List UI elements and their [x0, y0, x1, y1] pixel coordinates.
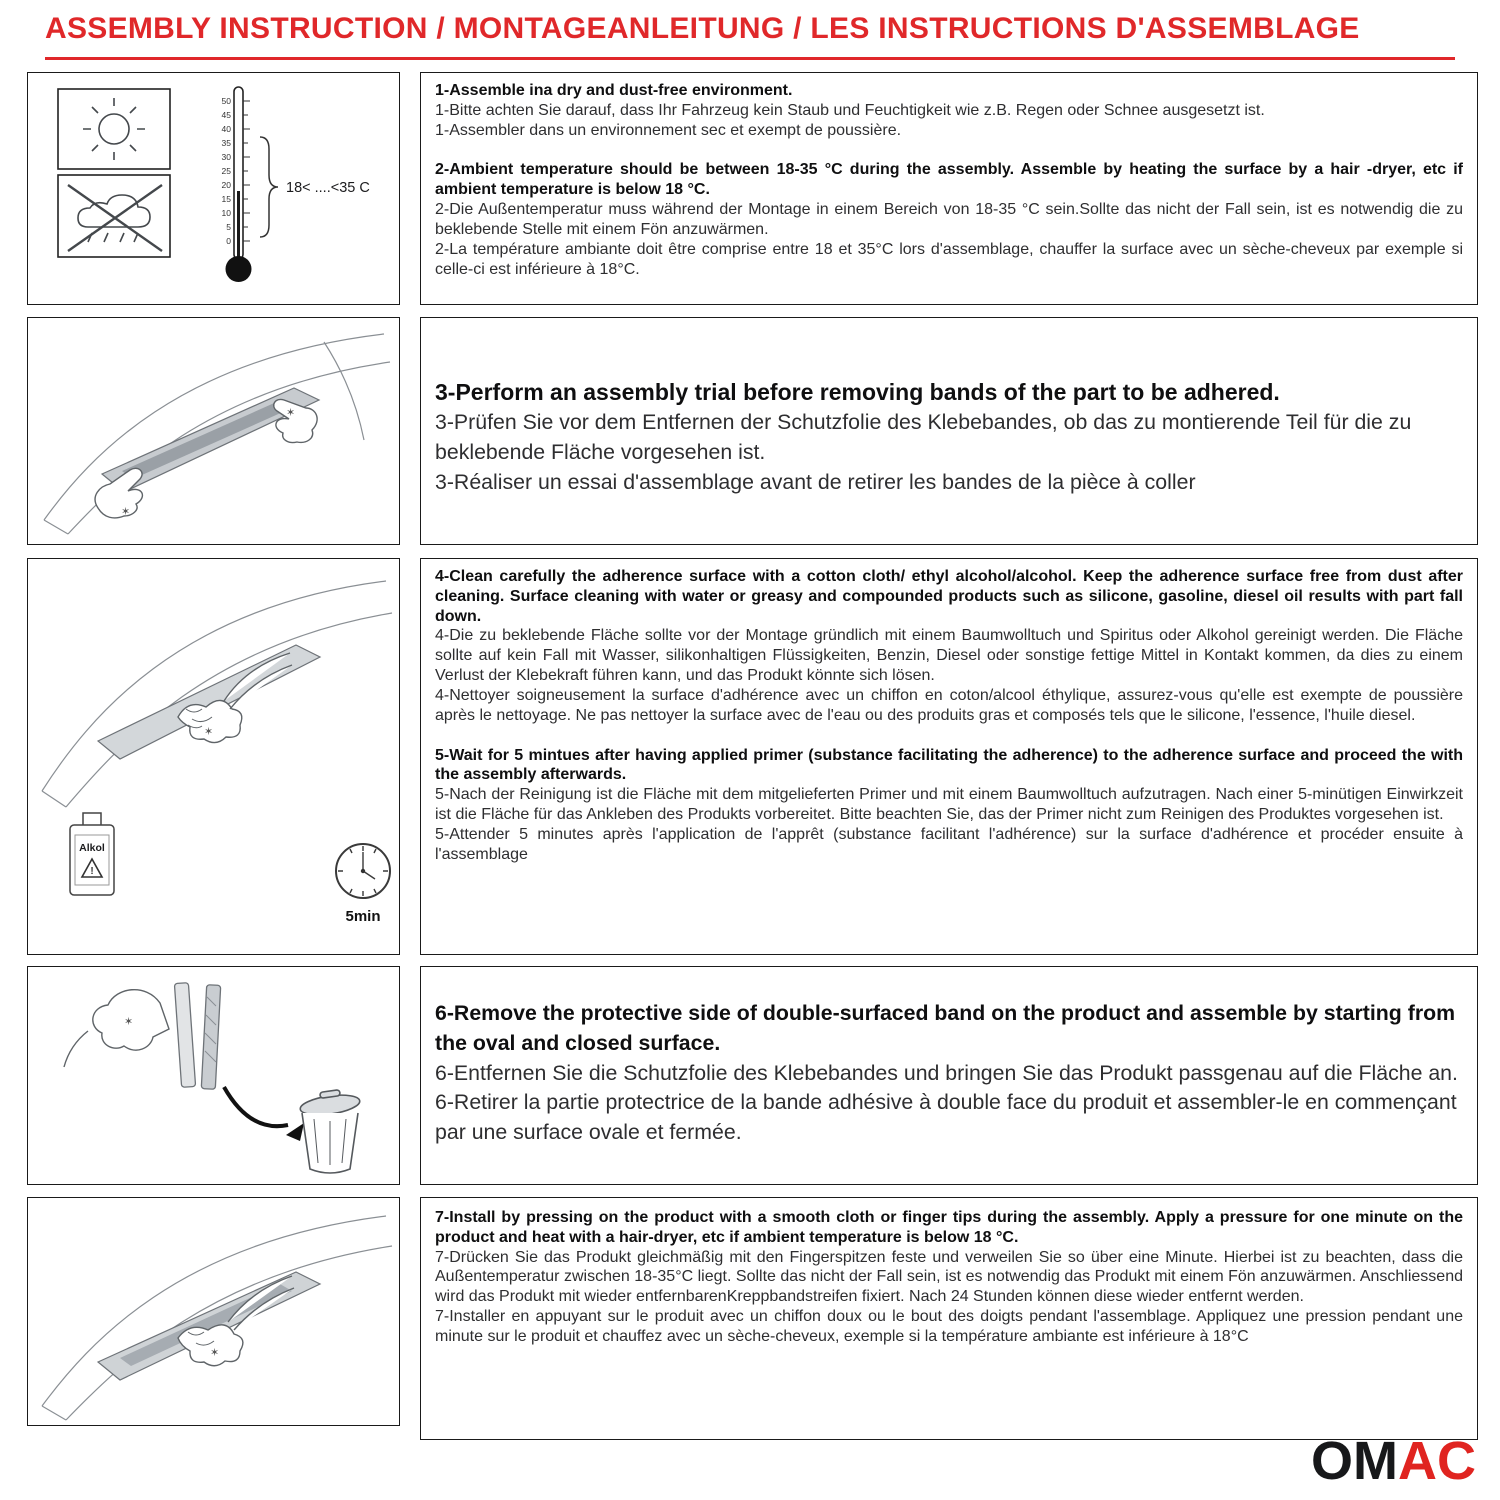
- step-5-fr: 5-Attender 5 minutes après l'application de l'apprêt (substance facilitant l'adhérence) sur la surface d'adhérence et procéder ensuite à l'assemblage: [435, 825, 1463, 863]
- illustration-press-install: [27, 1197, 400, 1426]
- alcohol-bottle-icon: [70, 813, 114, 895]
- remove-band-illustration-svg: [28, 967, 398, 1183]
- instructions-step-4-5: [420, 558, 1478, 955]
- omac-logo: [1311, 1431, 1476, 1491]
- step-5-en: 5-Wait for 5 mintues after having applied primer (substance facilitating the adherence) to the adherence surface and proceed the with the assembly afterwards.: [435, 746, 1463, 784]
- star-mark-icon: ✶: [124, 1016, 134, 1028]
- instructions-step-7: [420, 1197, 1478, 1440]
- illustration-cleaning-primer: [27, 558, 400, 955]
- omac-logo-om: OM: [1311, 1431, 1398, 1491]
- step-1-fr: 1-Assembler dans un environnement sec et exempt de poussière.: [435, 121, 902, 139]
- illustration-environment-temperature: [27, 72, 400, 305]
- instructions-step-1-2: [420, 72, 1478, 305]
- step-6-fr: 6-Retirer la partie protectrice de la bande adhésive à double face du produit et assembler-le en commençant par une surface ovale et fermée.: [435, 1090, 1457, 1145]
- star-mark-icon: ✶: [204, 726, 214, 738]
- illustration-remove-band: [27, 966, 400, 1185]
- star-mark-icon: ✶: [286, 407, 296, 419]
- svg-text:45: 45: [221, 110, 231, 120]
- step-5-de: 5-Nach der Reinigung ist die Fläche mit dem mitgelieferten Primer und mit einem Baumwolltuch aufzutragen. Nach einer 5-minütigen Einwirkzeit ist die Fläche für das Ankleben des Produkts vorbereitet. Bitte beachten Sie, das der Primer nicht zum Reinigen des Produktes vorgesehen ist.: [435, 786, 1463, 824]
- step-4-en: 4-Clean carefully the adherence surface with a cotton cloth/ ethyl alcohol/alcohol. Keep the adherence surface free from dust after cleaning. Surface cleaning with water or greasy and compounded products such as silicone, gasoline, diesel oil results with part fall down.: [435, 568, 1463, 625]
- step-7-de: 7-Drücken Sie das Produkt gleichmäßig mit den Fingerspitzen feste und verweilen Sie so über eine Minute. Hierbei ist zu beachten, dass die Außentemperatur zwischen 18-35°C liegt. Sollte das nicht der Fall sein, ist es notwendig das Produkt mit einem Fön anzuwärmen. Anschliessend wird das Produkt mit wieder entfernbarenKreppbandstreifen fixiert. Nach 24 Stunden können diese wieder entfernt werden.: [435, 1248, 1463, 1306]
- svg-text:25: 25: [221, 166, 231, 176]
- omac-logo-ac: AC: [1398, 1431, 1476, 1491]
- star-mark-icon: ✶: [121, 506, 131, 518]
- paragraph-spacer: [435, 140, 1463, 160]
- svg-text:15: 15: [221, 194, 231, 204]
- star-mark-icon: ✶: [210, 1347, 220, 1359]
- illustration-assembly-trial: [27, 317, 400, 545]
- step-7-en: 7-Install by pressing on the product with a smooth cloth or finger tips during the assembly. Apply a pressure for one minute on the product and heat with a hair-dryer, etc if ambient temperature is below 18 °C.: [435, 1209, 1463, 1246]
- clock-duration-label: 5min: [345, 908, 381, 925]
- svg-text:5: 5: [226, 222, 231, 232]
- svg-text:30: 30: [221, 152, 231, 162]
- door-sill-trim-inner: [122, 400, 294, 479]
- instructions-step-6: [420, 966, 1478, 1185]
- assembly-trial-illustration-svg: [28, 318, 398, 543]
- svg-text:10: 10: [221, 208, 231, 218]
- thermometer-icon: [222, 87, 370, 282]
- arrow-head: [286, 1123, 304, 1141]
- step-4-de: 4-Die zu beklebende Fläche sollte vor der Montage gründlich mit einem Baumwolltuch und Spiritus oder Alkohol gereinigt werden. Die Fläche sollte auf kein Fall mit Wasser, silikonhaltigen Flüssigkeiten, Benzin, Diesel oder sonstige fettige Mittel in Kontakt kommen, da dies zu einem Verlust der Klebekraft führen kann, und das Produkt könnte sich lösen.: [435, 627, 1463, 685]
- svg-text:35: 35: [221, 138, 231, 148]
- clock-icon: [336, 844, 390, 925]
- page-title: ASSEMBLY INSTRUCTION / MONTAGEANLEITUNG / LES INSTRUCTIONS D'ASSEMBLAGE: [45, 12, 1360, 45]
- step-2-de: 2-Die Außentemperatur muss während der Montage in einem Bereich von 18-35 °C sein.Sollte das nicht der Fall sein, ist es notwendig die zu beklebende Stelle mit einem Fön anzuwärmen.: [435, 201, 1463, 238]
- step-6-en: 6-Remove the protective side of double-surfaced band on the product and assemble by starting from the oval and closed surface.: [435, 1001, 1456, 1055]
- step-2-en: 2-Ambient temperature should be between 18-35 °C during the assembly. Assemble by heating the surface by a hair -dryer, etc if ambient temperature is below 18 °C.: [435, 161, 1463, 199]
- svg-text:50: 50: [221, 96, 231, 106]
- temperature-illustration-svg: [28, 73, 398, 303]
- bottle-label: Alkol: [79, 842, 105, 854]
- step-3-de: 3-Prüfen Sie vor dem Entfernen der Schutzfolie des Klebebandes, ob das zu montierende Teil für die zu beklebende Fläche vorgesehen ist.: [435, 410, 1412, 464]
- cleaning-illustration-svg: [28, 559, 398, 953]
- hand-peeling-icon: [64, 990, 169, 1067]
- step-2-fr: 2-La température ambiante doit être comprise entre 18 et 35°C lors d'assemblage, chauffer la surface avec un sèche-cheveux par exemple si celle-ci est inférieure à 18°C.: [435, 240, 1463, 278]
- range-brace: [260, 137, 278, 237]
- title-underline: [45, 57, 1455, 60]
- warning-exclamation: !: [90, 866, 94, 877]
- temperature-range-label: 18< ....<35 C: [286, 180, 370, 196]
- step-3-en: 3-Perform an assembly trial before removing bands of the part to be adhered.: [435, 379, 1280, 405]
- svg-text:20: 20: [221, 180, 231, 190]
- instructions-step-3: [420, 317, 1478, 545]
- step-1-en: 1-Assemble ina dry and dust-free environment.: [435, 82, 793, 99]
- svg-text:40: 40: [221, 124, 231, 134]
- step-1-de: 1-Bitte achten Sie darauf, dass Ihr Fahrzeug kein Staub und Feuchtigkeit wie z.B. Regen oder Schnee ausgesetzt ist.: [435, 101, 1265, 119]
- step-3-fr: 3-Réaliser un essai d'assemblage avant de retirer les bandes de la pièce à coller: [435, 469, 1196, 494]
- step-7-fr: 7-Installer en appuyant sur le produit avec un chiffon doux ou le bout des doigts pendant l'assemblage. Appliquez une pression pendant une minute sur le produit et chauffez avec un sèche-cheveux, exemple si la température ambiante est inférieure à 18°C: [435, 1308, 1463, 1345]
- svg-text:0: 0: [226, 236, 231, 246]
- thermometer-scale: [222, 96, 232, 246]
- step-4-fr: 4-Nettoyer soigneusement la surface d'adhérence avec un chiffon en coton/alcool éthylique, assurez-vous qu'elle est exempte de poussière après le nettoyage. Ne pas nettoyer la surface avec de l'eau ou des produits gras et composés tels que le silicone, l'essence, l'huile diesel.: [435, 686, 1463, 724]
- step-6-de: 6-Entfernen Sie die Schutzfolie des Klebebandes und bringen Sie das Produkt passgenau auf die Fläche an.: [435, 1060, 1458, 1085]
- paragraph-spacer: [435, 726, 1463, 746]
- trash-can-icon: [299, 1090, 361, 1173]
- arrow-to-trash: [224, 1087, 288, 1126]
- protective-strips: [174, 983, 220, 1090]
- press-install-illustration-svg: [28, 1198, 398, 1424]
